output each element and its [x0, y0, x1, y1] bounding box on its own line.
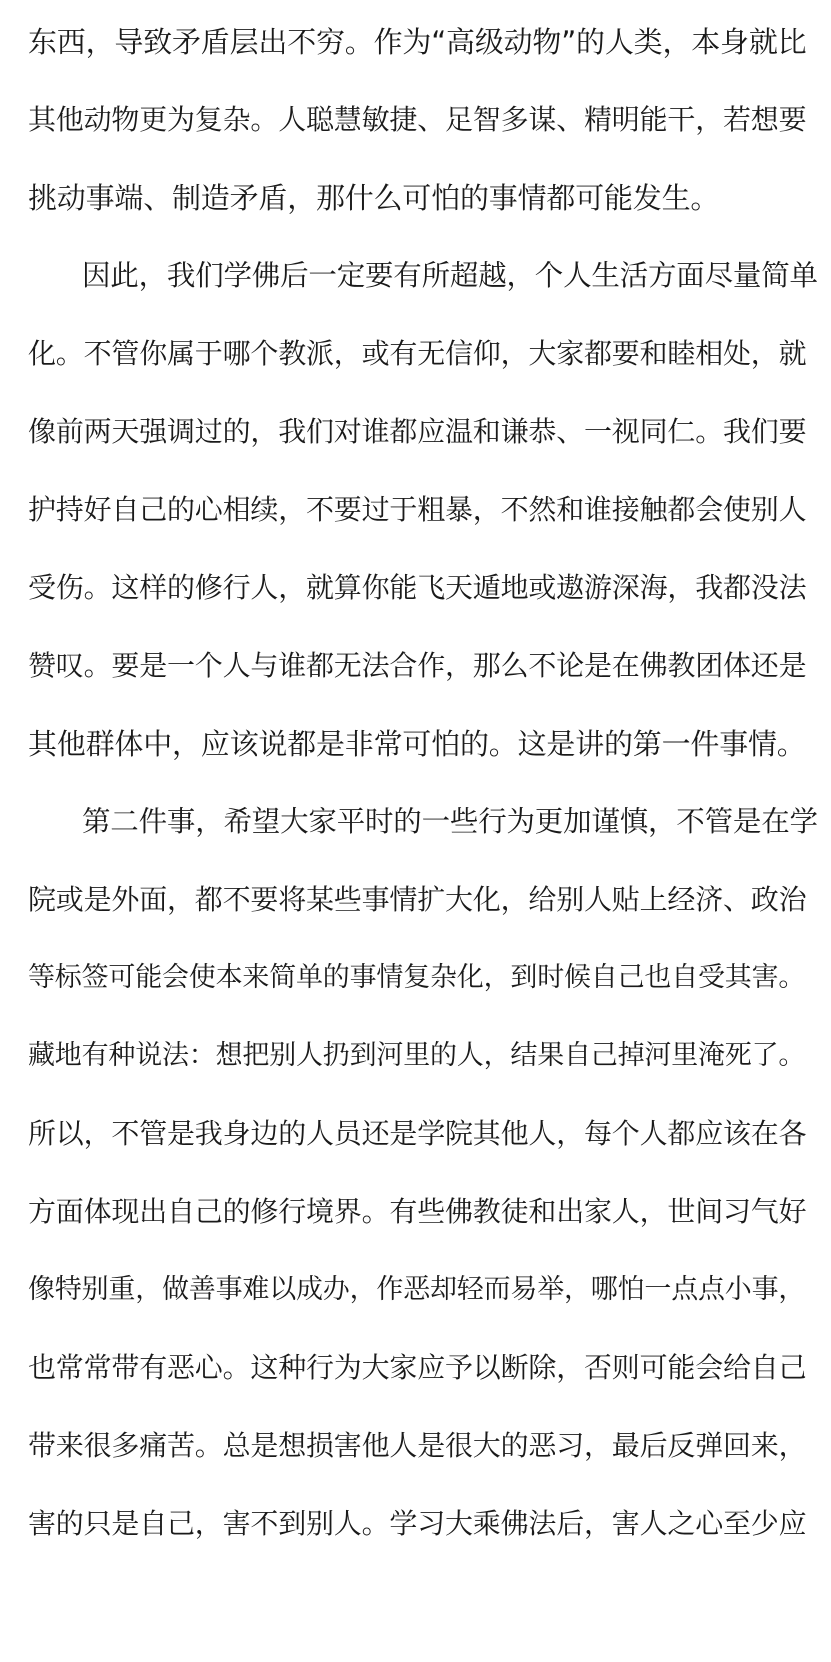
text-line: 东西，导致矛盾层出不穷。作为“高级动物”的人类，本身就比	[28, 25, 807, 59]
text-line: 像特别重，做善事难以成办，作恶却轻而易举，哪怕一点点小事，	[28, 1274, 806, 1305]
text-line: 害的只是自己，害不到别人。学习大乘佛法后，害人之心至少应	[28, 1507, 807, 1540]
text-line: 受伤。这样的修行人，就算你能飞天遁地或遨游深海，我都没法	[28, 571, 807, 604]
text-line: 方面体现出自己的修行境界。有些佛教徒和出家人，世间习气好	[28, 1195, 807, 1228]
text-line: 挑动事端、制造矛盾，那什么可怕的事情都可能发生。	[28, 181, 720, 215]
text-line: 像前两天强调过的，我们对谁都应温和谦恭、一视同仁。我们要	[28, 415, 807, 448]
paragraph-start-line: 因此，我们学佛后一定要有所超越，个人生活方面尽量简单	[82, 259, 818, 292]
text-line: 其他动物更为复杂。人聪慧敏捷、足智多谋、精明能干，若想要	[28, 103, 807, 136]
text-line: 也常常带有恶心。这种行为大家应予以断除，否则可能会给自己	[28, 1351, 807, 1384]
text-line: 带来很多痛苦。总是想损害他人是很大的恶习，最后反弹回来，	[28, 1429, 807, 1462]
paragraph-start-line: 第二件事，希望大家平时的一些行为更加谨慎，不管是在学	[82, 805, 818, 838]
text-line: 等标签可能会使本来简单的事情复杂化，到时候自己也自受其害。	[28, 962, 806, 993]
text-line: 藏地有种说法：想把别人扔到河里的人，结果自己掉河里淹死了。	[28, 1040, 806, 1071]
text-line: 化。不管你属于哪个教派，或有无信仰，大家都要和睦相处，就	[28, 337, 807, 370]
text-line: 赞叹。要是一个人与谁都无法合作，那么不论是在佛教团体还是	[28, 649, 807, 682]
text-line: 所以，不管是我身边的人员还是学院其他人，每个人都应该在各	[28, 1117, 807, 1150]
text-line: 护持好自己的心相续，不要过于粗暴，不然和谁接触都会使别人	[28, 493, 807, 526]
text-line: 其他群体中，应该说都是非常可怕的。这是讲的第一件事情。	[28, 727, 806, 761]
text-line: 院或是外面，都不要将某些事情扩大化，给别人贴上经济、政治	[28, 883, 807, 916]
